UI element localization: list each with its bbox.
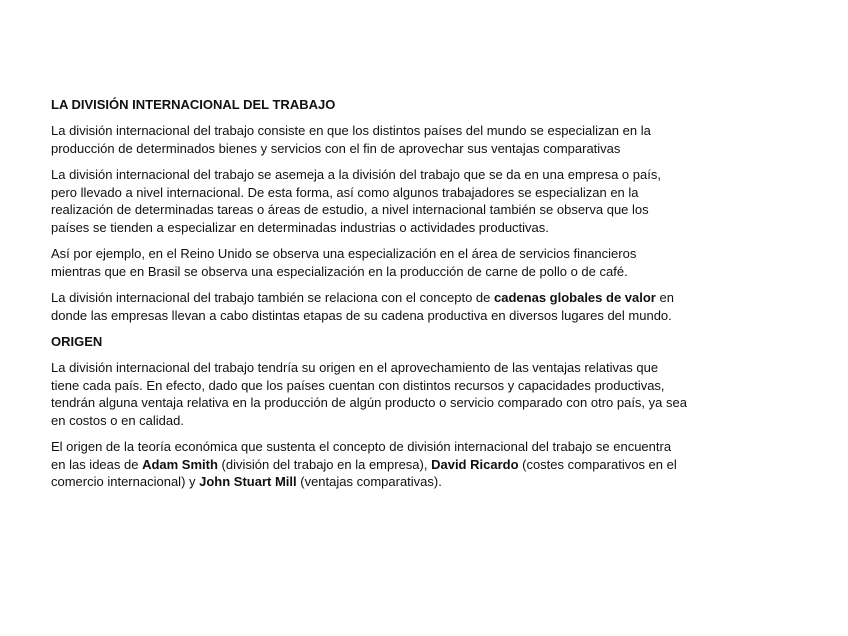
paragraph-origin [51, 359, 751, 429]
document-page [51, 96, 751, 500]
text-line [51, 456, 751, 474]
text-line: producción de determinados bienes y servicios con el fin de aprovechar sus ventajas comparativas [51, 140, 621, 156]
paragraph-definition [51, 122, 751, 157]
paragraph-example [51, 245, 751, 280]
text-line: países se tienden a especializar en determinadas industrias o actividades productivas. [51, 219, 549, 235]
text-run: (división del trabajo en la empresa), [217, 456, 432, 472]
text-line: mientras que en Brasil se observa una especialización en la producción de carne de pollo o de café. [51, 263, 628, 279]
text-line: realización de determinadas tareas o áreas de estudio, a nivel internacional también se observa que los [51, 202, 649, 217]
text-line: La división internacional del trabajo se asemeja a la división del trabajo que se da en una empresa o país, [51, 167, 661, 182]
bold-name-david-ricardo: David Ricardo [431, 456, 519, 472]
paragraph-comparison [51, 166, 751, 236]
text-run: (ventajas comparativas). [296, 474, 442, 489]
text-run: en las ideas de [51, 456, 143, 472]
text-line [51, 289, 751, 307]
text-line: La división internacional del trabajo tendría su origen en el aprovechamiento de las ventajas relativas que [51, 360, 659, 375]
text-run: La división internacional del trabajo también se relaciona con el concepto de [51, 290, 495, 305]
text-line: en costos o en calidad. [51, 412, 184, 428]
text-run: en [655, 290, 674, 305]
text-line: tendrán alguna ventaja relativa en la producción de algún producto o servicio comparado con otro país, ya sea [51, 395, 687, 410]
paragraph-economic-theory [51, 438, 751, 491]
text-run: comercio internacional) y [51, 474, 200, 489]
bold-term-value-chains: cadenas globales de valor [494, 290, 656, 305]
bold-name-adam-smith: Adam Smith [142, 456, 218, 472]
text-line: El origen de la teoría económica que sustenta el concepto de división internacional del trabajo se encuentra [51, 439, 672, 454]
section-title-origen: ORIGEN [51, 334, 103, 349]
text-line: tiene cada país. En efecto, dado que los países cuentan con distintos recursos y capacidades productivas, [51, 377, 665, 393]
text-line [51, 473, 751, 491]
text-run: (costes comparativos en el [518, 456, 677, 472]
bold-name-john-stuart-mill: John Stuart Mill [199, 474, 297, 489]
text-line: Así por ejemplo, en el Reino Unido se observa una especialización en el área de servicios financieros [51, 246, 637, 261]
document-title: LA DIVISIÓN INTERNACIONAL DEL TRABAJO [51, 97, 336, 112]
paragraph-value-chains [51, 289, 751, 324]
text-line: donde las empresas llevan a cabo distintas etapas de su cadena productiva en diversos lugares del mundo. [51, 307, 672, 323]
text-line: pero llevado a nivel internacional. De esta forma, así como algunos trabajadores se especializan en la [51, 184, 639, 200]
text-line: La división internacional del trabajo consiste en que los distintos países del mundo se especializan en la [51, 123, 651, 138]
